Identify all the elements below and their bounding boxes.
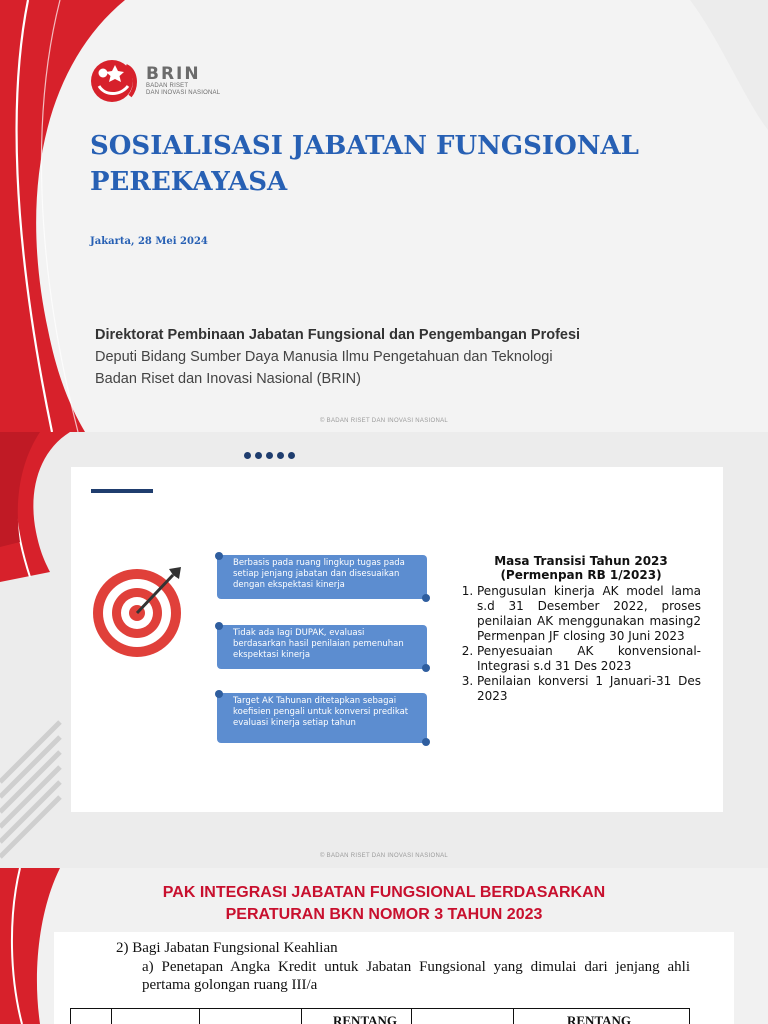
table-divider: [111, 1009, 112, 1024]
info-box-3: Target AK Tahunan ditetapkan sebagai koefisien pengali untuk konversi predikat evaluasi kinerja setiap tahun: [217, 693, 427, 743]
info-box-1: Berbasis pada ruang lingkup tugas pada setiap jenjang jabatan dan disesuaikan dengan ekspektasi kinerja: [217, 555, 427, 599]
content-slide: [0, 432, 768, 868]
table-header: RENTANG: [567, 1013, 632, 1024]
slide-title: [0, 882, 768, 926]
list-item: 2. Penyesuaian AK konvensional-Integrasi s.d 31 Des 2023: [477, 644, 701, 674]
table-divider: [513, 1009, 514, 1024]
pager-dot: [266, 452, 273, 459]
org-directorate: Direktorat Pembinaan Jabatan Fungsional dan Pengembangan Profesi: [95, 327, 581, 343]
list-item: 3. Penilaian konversi 1 Januari-31 Des 2023: [477, 674, 701, 704]
title-line-2: PERATURAN BKN NOMOR 3 TAHUN 2023: [225, 906, 543, 923]
pager-dots: [244, 452, 295, 459]
brand-name: BRIN: [146, 64, 201, 84]
pager-dot: [244, 452, 251, 459]
pager-dot: [255, 452, 262, 459]
transition-title: Masa Transisi Tahun 2023: [494, 554, 668, 568]
event-date: Jakarta, 28 Mei 2024: [90, 236, 208, 247]
brin-mark-icon: [90, 56, 140, 106]
info-box-2: Tidak ada lagi DUPAK, evaluasi berdasarkan hasil penilaian pemenuhan ekspektasi kinerja: [217, 625, 427, 669]
table-divider: [301, 1009, 302, 1024]
table-divider: [411, 1009, 412, 1024]
transition-subtitle: (Permenpan RB 1/2023): [500, 568, 662, 582]
org-agency: Badan Riset dan Inovasi Nasional (BRIN): [95, 371, 361, 387]
target-arrow-icon: [93, 563, 188, 658]
slide-footer: © BADAN RISET DAN INOVASI NASIONAL: [319, 418, 449, 424]
document-excerpt: [54, 932, 734, 1024]
slide-footer: © BADAN RISET DAN INOVASI NASIONAL: [319, 853, 449, 859]
table-divider: [199, 1009, 200, 1024]
accent-rule: [91, 489, 153, 493]
title-line-1: PAK INTEGRASI JABATAN FUNGSIONAL BERDASARKAN: [162, 884, 606, 901]
brand-sub-line1: BADAN RISET: [146, 83, 189, 89]
transition-list: [461, 584, 701, 704]
slide-title: [90, 128, 690, 200]
brin-logo: [90, 56, 220, 106]
regulation-slide: [0, 868, 768, 1024]
title-line-1: SOSIALISASI JABATAN FUNGSIONAL: [90, 131, 639, 161]
pager-dot: [277, 452, 284, 459]
transition-panel: [461, 554, 701, 704]
pager-dot: [288, 452, 295, 459]
list-item: 1. Pengusulan kinerja AK model lama s.d 31 Desember 2022, proses penilaian AK menggunakan masing2 Permenpan JF closing 30 Juni 2023: [477, 584, 701, 644]
section-heading: 2) Bagi Jabatan Fungsional Keahlian: [116, 940, 338, 956]
brand-sub-line2: DAN INOVASI NASIONAL: [146, 90, 221, 96]
section-item-a: a) Penetapan Angka Kredit untuk Jabatan Fungsional yang dimulai dari jenjang ahli pertama golongan ruang III/a: [142, 959, 690, 993]
credit-table: [70, 1008, 690, 1024]
content-card: [71, 467, 723, 812]
table-header: RENTANG: [333, 1013, 398, 1024]
org-deputy: Deputi Bidang Sumber Daya Manusia Ilmu Pengetahuan dan Teknologi: [95, 349, 553, 365]
title-slide: [0, 0, 768, 432]
organization-block: [95, 324, 615, 390]
title-line-2: PEREKAYASA: [90, 167, 288, 197]
